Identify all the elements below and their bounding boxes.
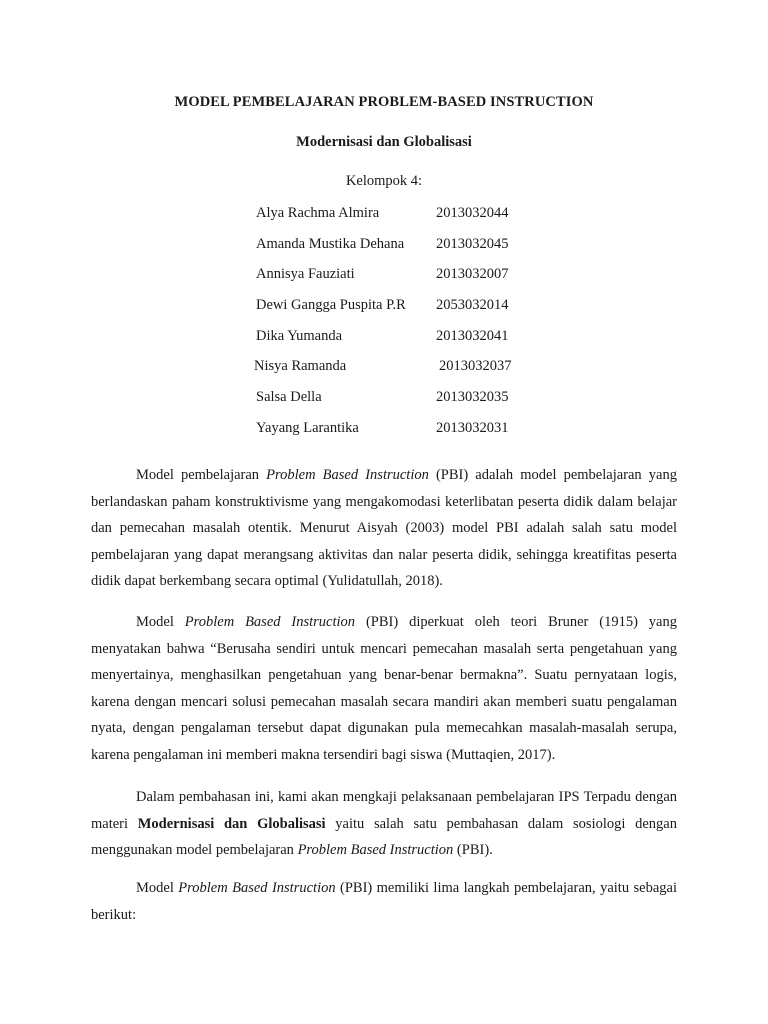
bold-term: Modernisasi dan Globalisasi	[137, 815, 326, 832]
italic-term: Problem Based Instruction	[184, 614, 356, 630]
group-label: Kelompok 4:	[345, 173, 423, 189]
document-subtitle: Modernisasi dan Globalisasi	[296, 134, 472, 150]
member-id: 2013032037	[439, 358, 512, 375]
member-name: Annisya Fauziati	[256, 266, 355, 283]
paragraph-text: Model pembelajaran	[136, 467, 267, 483]
paragraph-text: (PBI) adalah model pembelajaran yang berlandaskan paham konstruktivisme yang mengakomodasi keterlibatan peserta didik dalam belajar dan pemecahan masalah otentik. Menurut Aisyah (2003) model PBI adalah salah satu model pembelajaran yang dapat merangsang aktivitas dan nalar peserta didik, sehingga kreatifitas peserta didik dapat berkembang secara optimal (Yulidatullah, 2018).	[91, 467, 677, 590]
paragraph-2	[91, 609, 677, 769]
paragraph-4	[91, 875, 677, 928]
member-name: Alya Rachma Almira	[256, 205, 380, 221]
paragraph-text: Model	[136, 880, 179, 896]
member-id: 2053032014	[436, 297, 509, 314]
paragraph-3	[91, 784, 677, 864]
member-id: 2013032044	[436, 205, 509, 221]
member-id: 2013032045	[436, 235, 509, 252]
member-name: Amanda Mustika Dehana	[256, 235, 405, 252]
member-name: Nisya Ramanda	[254, 358, 347, 375]
member-id: 2013032007	[436, 266, 509, 283]
italic-term: Problem Based Instruction	[178, 880, 336, 896]
paragraph-text: Dalam pembahasan ini, kami akan mengkaji pelaksanaan pembelajaran IPS Terpadu dengan materi	[91, 789, 677, 832]
member-name: Dika Yumanda	[256, 327, 343, 344]
member-name: Salsa Della	[256, 389, 322, 406]
member-id: 2013032041	[436, 327, 509, 344]
member-name: Yayang Larantika	[256, 419, 359, 436]
paragraph-text: Model	[136, 614, 185, 630]
italic-term: Problem Based Instruction	[266, 467, 429, 483]
paragraph-text: (PBI).	[453, 842, 493, 859]
member-id: 2013032035	[436, 389, 509, 406]
member-name: Dewi Gangga Puspita P.R	[256, 297, 406, 314]
paragraph-text: (PBI) diperkuat oleh teori Bruner (1915) yang menyatakan bahwa “Berusaha sendiri untuk mencari pemecahan masalah serta pengetahuan yang menyertainya, menghasilkan pengetahuan yang benar-benar bermakna”. Suatu pernyataan logis, karena dengan mencari solusi pemecahan masalah secara mandiri akan memberi suatu pengalaman nyata, dengan pengalaman tersebut dapat digunakan pula memecahkan masalah-masalah serupa, karena pengalaman ini memberi makna tersendiri bagi siswa (Muttaqien, 2017).	[91, 614, 677, 763]
member-id: 2013032031	[436, 419, 509, 436]
paragraph-1	[91, 462, 677, 595]
paragraph-text: (PBI) memiliki lima langkah pembelajaran, yaitu sebagai berikut:	[91, 880, 677, 923]
document-title: MODEL PEMBELAJARAN PROBLEM-BASED INSTRUCTION	[174, 94, 594, 110]
italic-term: Problem Based Instruction	[297, 842, 454, 859]
paragraph-text: yaitu salah satu pembahasan dalam sosiologi dengan menggunakan model pembelajaran	[91, 815, 677, 859]
